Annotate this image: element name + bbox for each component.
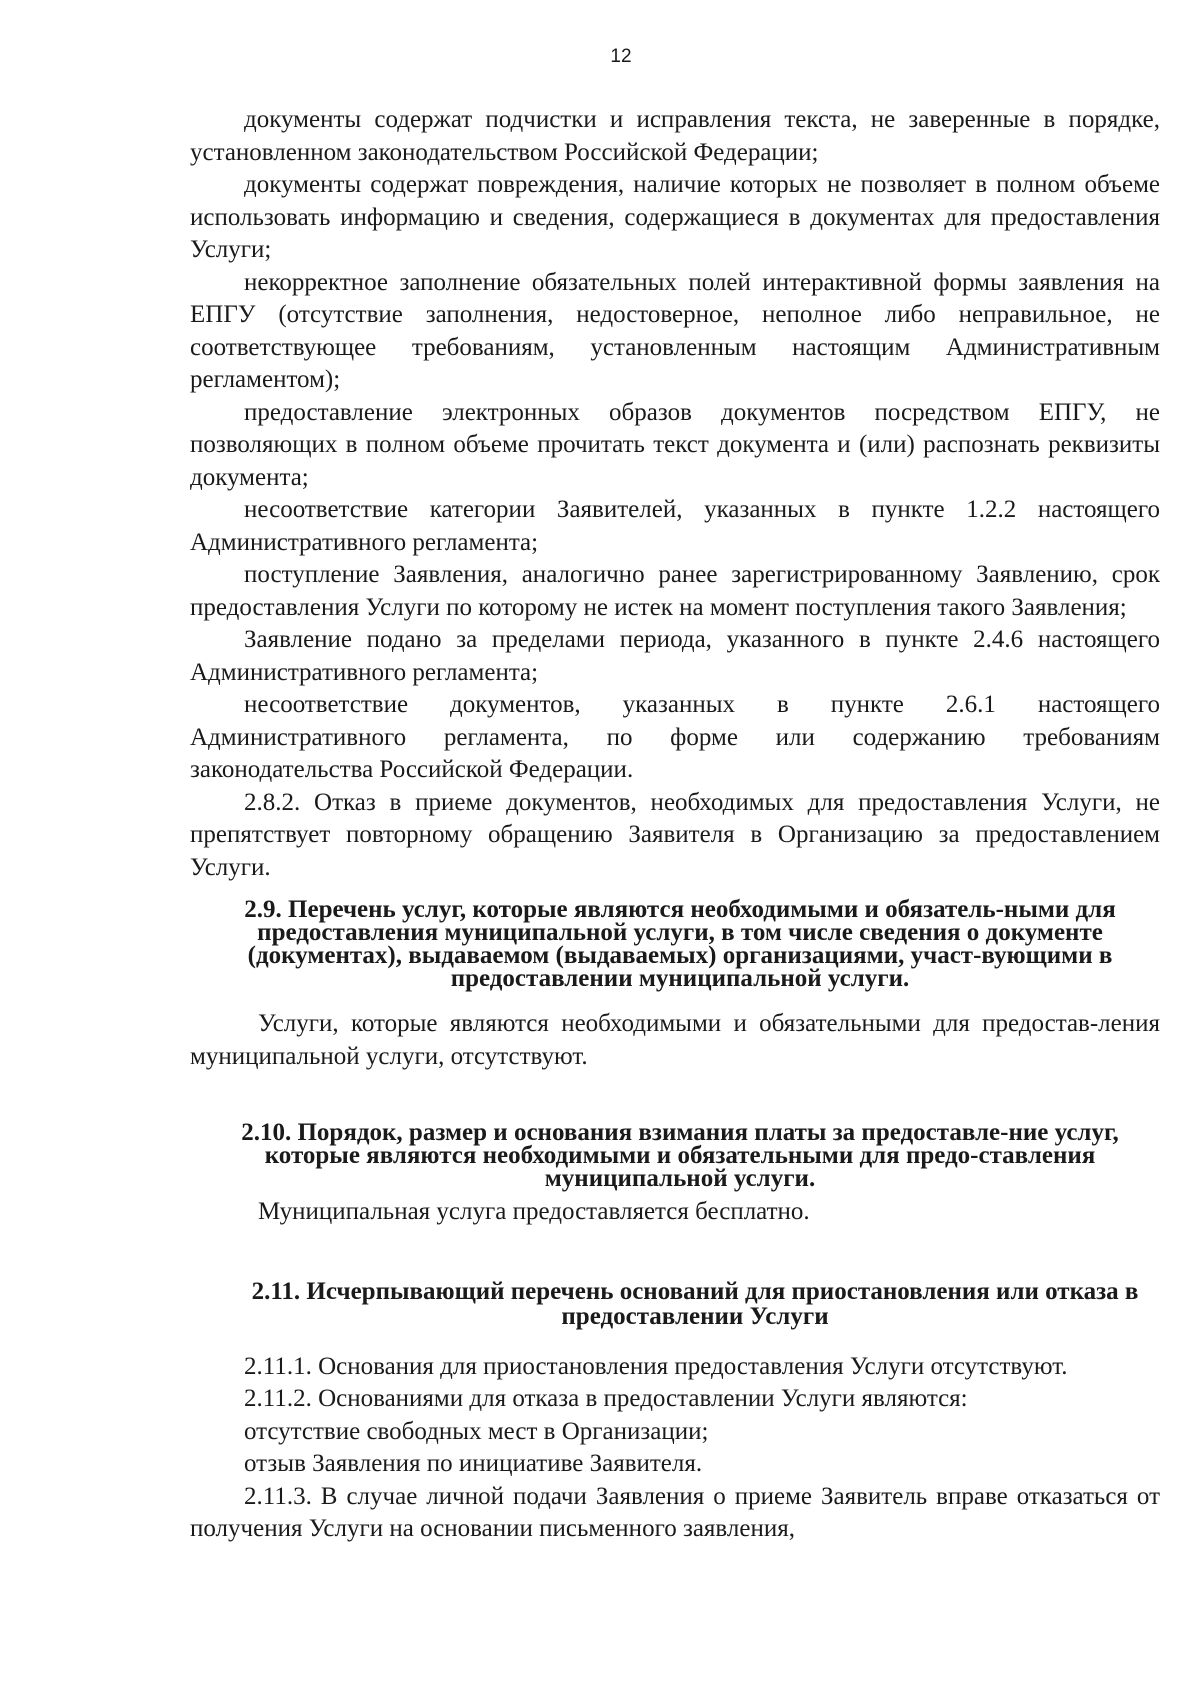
paragraph-electronic-images: предоставление электронных образов документов посредством ЕПГУ, не позволяющих в полном объеме прочитать текст документа и (или) распознать реквизиты документа; [190, 398, 1160, 491]
page-number: 12 [610, 46, 632, 67]
paragraph-epgu-form: некорректное заполнение обязательных полей интерактивной формы заявления на ЕПГУ (отсутствие заполнения, недостоверное, неполное либо неправильное, не соответствующее требованиям, установленным настоящим Административным регламентом); [190, 268, 1160, 393]
paragraph-damage: документы содержат повреждения, наличие которых не позволяет в полном объеме использовать информацию и сведения, содержащиеся в документах для предоставления Услуги; [190, 171, 1160, 263]
paragraph-period: Заявление подано за пределами периода, указанного в пункте 2.4.6 настоящего Административного регламента; [190, 626, 1160, 686]
paragraph-2-9-text: Услуги, которые являются необходимыми и обязательными для предостав-ления муниципальной услуги, отсутствуют. [190, 1010, 1160, 1070]
paragraph-duplicate-application: поступление Заявления, аналогично ранее зарегистрированному Заявлению, срок предоставления Услуги по которому не истек на момент поступления такого Заявления; [190, 561, 1160, 621]
paragraph-2-11-1: 2.11.1. Основания для приостановления предоставления Услуги отсутствуют. [244, 1352, 1068, 1380]
heading-2-10: 2.10. Порядок, размер и основания взимания платы за предоставле-ние услуг, которые являются необходимыми и обязательными для предо-ставления муниципальной услуги. [241, 1119, 1119, 1192]
heading-2-11: 2.11. Исчерпывающий перечень оснований для приостановления или отказа в предоставлении Услуги [251, 1277, 1139, 1330]
document-body [190, 104, 1160, 1546]
paragraph-2-11-3: 2.11.3. В случае личной подачи Заявления о приеме Заявитель вправе отказаться от получения Услуги на основании письменного заявления, [190, 1482, 1160, 1542]
paragraph-2-10-text: Муниципальная услуга предоставляется бесплатно. [258, 1198, 810, 1225]
paragraph-no-places: отсутствие свободных мест в Организации; [244, 1417, 709, 1445]
paragraph-documents-mismatch: несоответствие документов, указанных в пункте 2.6.1 настоящего Административного регламента, по форме или содержанию требованиям законодательства Российской Федерации. [190, 691, 1160, 783]
paragraph-2-8-2: 2.8.2. Отказ в приеме документов, необходимых для предоставления Услуги, не препятствует повторному обращению Заявителя в Организацию за предоставлением Услуги. [190, 788, 1160, 881]
paragraph-2-11-2: 2.11.2. Основаниями для отказа в предоставлении Услуги являются: [244, 1385, 968, 1412]
paragraph-withdrawal: отзыв Заявления по инициативе Заявителя. [244, 1450, 703, 1477]
heading-2-9: 2.9. Перечень услуг, которые являются необходимыми и обязатель-ными для предоставления муниципальной услуги, в том числе сведения о документе (документах), выдаваемом (выдаваемых) организациями, участ-вующими в предоставлении муниципальной услуги. [244, 896, 1116, 992]
paragraph-corrections: документы содержат подчистки и исправления текста, не заверенные в порядке, установленном законодательством Российской Федерации; [190, 106, 1160, 166]
paragraph-applicant-category: несоответствие категории Заявителей, указанных в пункте 1.2.2 настоящего Административного регламента; [190, 496, 1160, 556]
